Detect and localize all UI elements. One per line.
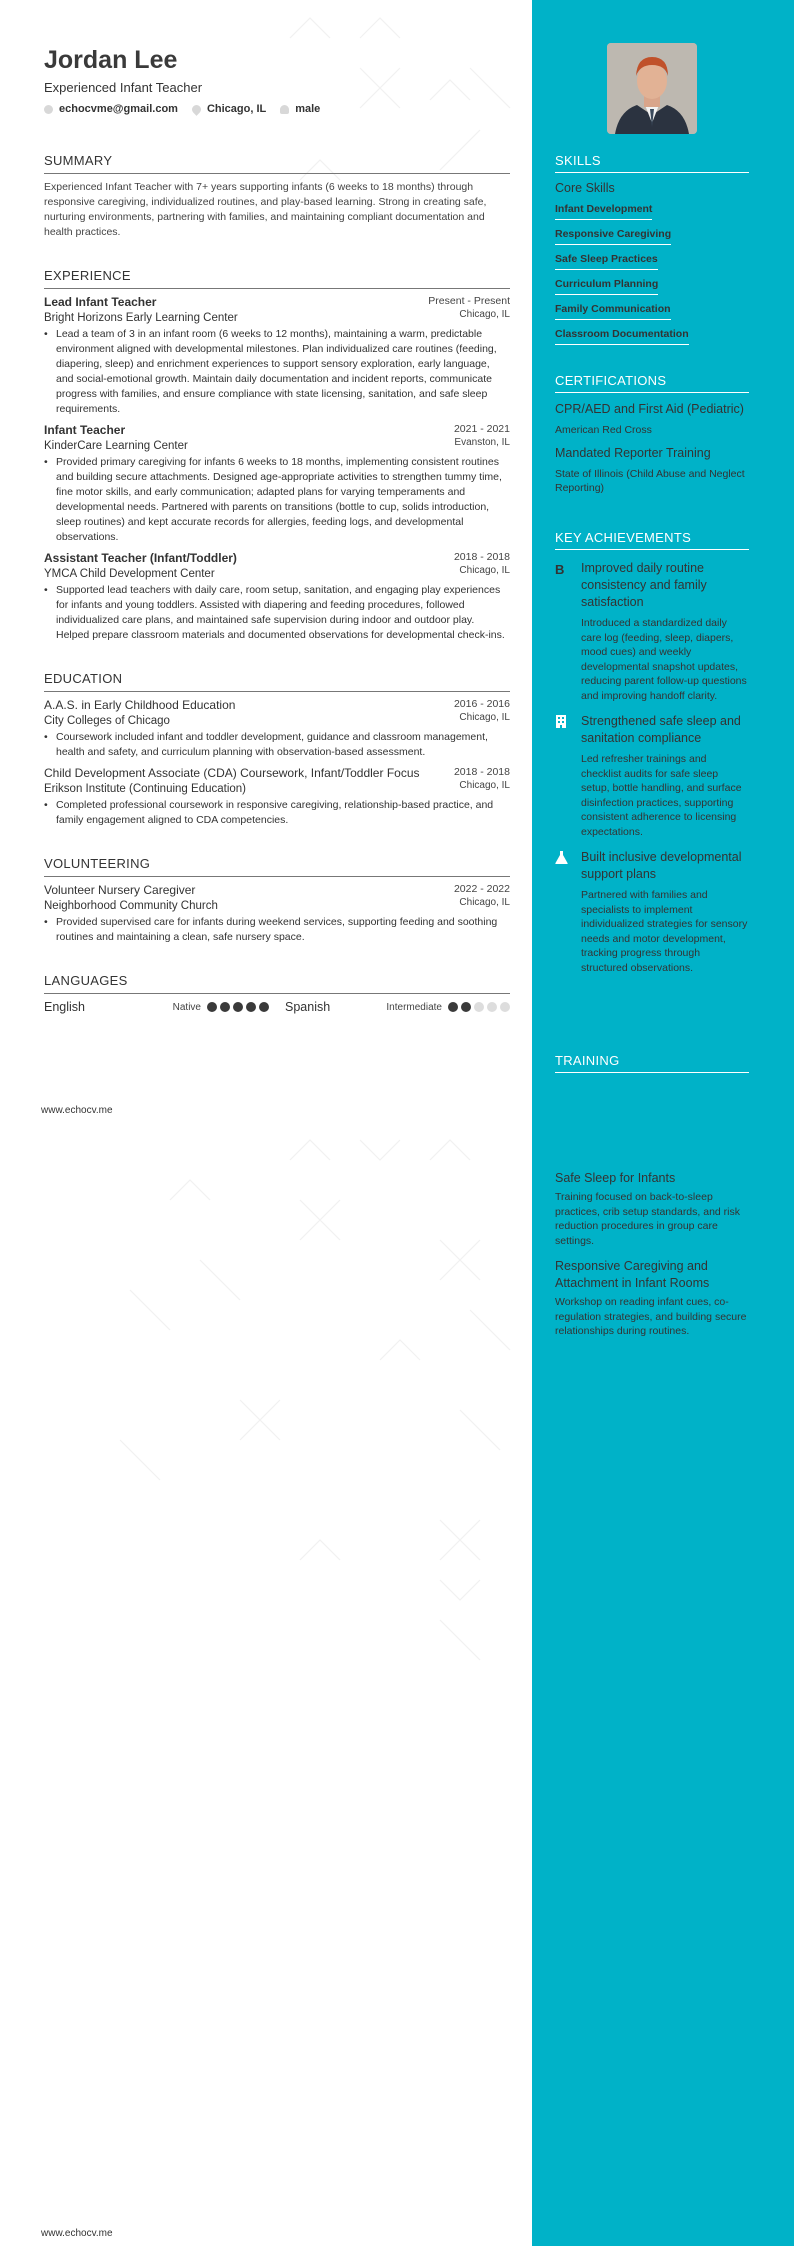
proficiency-dot [259, 1002, 269, 1012]
skills-section [555, 153, 749, 345]
section-title: VOLUNTEERING [44, 856, 510, 877]
entry-title: Infant Teacher [44, 423, 126, 437]
proficiency-dot [207, 1002, 217, 1012]
bullet-dot: • [44, 916, 48, 928]
contact-location [192, 103, 266, 115]
bullet-item [44, 327, 510, 417]
entry-title-row [44, 883, 510, 897]
footer-link[interactable]: www.echocv.me [41, 1105, 113, 1116]
entry-organization: YMCA Child Development Center [44, 568, 215, 580]
language-list [44, 1000, 510, 1014]
entry-org-row [44, 437, 510, 452]
entry-date: 2018 - 2018 [453, 551, 510, 563]
bullet-text: Completed professional coursework in responsive caregiving, relationship-based practice, and family engagement aligned to CDA competencies. [56, 799, 494, 826]
proficiency-dot [246, 1002, 256, 1012]
language-name: Spanish [285, 1000, 331, 1014]
entry-date: 2021 - 2021 [453, 423, 510, 435]
achievement-description: Led refresher trainings and checklist audits for safe sleep setup, bottle handling, and surface disinfection practices, supporting consistent adherence to licensing expectations. [581, 753, 742, 838]
section-title: SUMMARY [44, 153, 510, 174]
skill-row [555, 270, 749, 295]
certifications-section [555, 373, 749, 495]
entry-bullets [44, 455, 510, 545]
entry-title-row [44, 423, 510, 437]
skill-row [555, 195, 749, 220]
location-pin-icon [190, 103, 203, 116]
entry-organization: Bright Horizons Early Learning Center [44, 312, 238, 324]
profile-photo [607, 43, 697, 134]
education-entry [44, 766, 510, 828]
bullet-text: Supported lead teachers with daily care, room setup, sanitation, and engaging play experiences for infants and young toddlers. Assisted with diapering and feeding procedures, followed individualized care plans, and maintained safe supervision during indoor and outdoor play. Helped prepare classroom materials and documented observations for developmental check-ins. [56, 584, 505, 641]
section-title: EDUCATION [44, 671, 510, 692]
achievement-title: Strengthened safe sleep and sanitation compliance [581, 714, 741, 745]
entry-date: 2016 - 2016 [453, 698, 510, 710]
letter-b-icon: B [555, 562, 565, 577]
proficiency-dot [448, 1002, 458, 1012]
experience-entry [44, 295, 510, 417]
volunteering-entry [44, 883, 510, 945]
contact-gender [280, 103, 320, 115]
bullet-item [44, 915, 510, 945]
skill-item: Classroom Documentation [555, 322, 689, 345]
bullet-item [44, 583, 510, 643]
achievement-item [555, 849, 749, 975]
proficiency-dots [207, 1002, 269, 1012]
language-level: Native [172, 1001, 201, 1013]
entry-title: Volunteer Nursery Caregiver [44, 883, 196, 897]
education-entry [44, 698, 510, 760]
skill-item: Responsive Caregiving [555, 222, 671, 245]
entry-bullets [44, 798, 510, 828]
footer-link-bottom[interactable]: www.echocv.me [41, 2228, 113, 2239]
language-level-group [386, 1002, 510, 1013]
entry-org-row [44, 712, 510, 727]
entry-title-row [44, 766, 510, 780]
bullet-text: Coursework included infant and toddler development, guidance and classroom management, health and safety, and curriculum planning with observation-based assessment. [56, 731, 488, 758]
location-text: Chicago, IL [206, 103, 267, 115]
language-item [285, 1000, 510, 1014]
certification-title: CPR/AED and First Aid (Pediatric) [555, 402, 744, 416]
bullet-item [44, 798, 510, 828]
training-description: Workshop on reading infant cues, co-regulation strategies, and building secure relationships during routines. [555, 1296, 747, 1337]
training-title: Responsive Caregiving and Attachment in Infant Rooms [555, 1259, 710, 1290]
candidate-name: Jordan Lee [44, 46, 178, 74]
entry-location: Evanston, IL [454, 437, 510, 448]
entry-date: 2018 - 2018 [453, 766, 510, 778]
bullet-text: Provided primary caregiving for infants 6 weeks to 18 months, implementing consistent routines and building secure attachments. Designed age-appropriate activities to strengthen tummy time, fine motor skills, and early communication; adapted plans for varying temperaments and developmental needs. Partnered with parents on transitions (bottle to cup, solids introduction, sleep routines) and kept accurate records for allergies, feeding logs, and developmental observations. [56, 456, 502, 543]
skill-item: Family Communication [555, 297, 671, 320]
entry-org-row [44, 565, 510, 580]
main-content [44, 46, 510, 1014]
bullet-text: Provided supervised care for infants during weekend services, supporting feeding and soothing routines and maintaining a clean, safe nursery space. [56, 916, 498, 943]
skill-row [555, 320, 749, 345]
bullet-item [44, 730, 510, 760]
achievement-description: Introduced a standardized daily care log (feeding, sleep, diapers, mood cues) and weekly developmental snapshot updates, reducing parent follow-up questions and improving handoff clarity. [581, 617, 747, 702]
proficiency-dots [448, 1002, 510, 1012]
bullet-dot: • [44, 328, 48, 340]
summary-section [44, 153, 510, 240]
training-title: Safe Sleep for Infants [555, 1171, 676, 1185]
section-title: KEY ACHIEVEMENTS [555, 530, 749, 550]
experience-entry [44, 423, 510, 545]
entry-title-row [44, 698, 510, 712]
entry-organization: Erikson Institute (Continuing Education) [44, 783, 246, 795]
entry-date: 2022 - 2022 [453, 883, 510, 895]
language-item [44, 1000, 269, 1014]
entry-organization: KinderCare Learning Center [44, 440, 188, 452]
achievement-body [581, 560, 749, 703]
flask-icon [555, 849, 581, 975]
entry-title: Child Development Associate (CDA) Coursework, Infant/Toddler Focus [44, 766, 420, 780]
proficiency-dot [233, 1002, 243, 1012]
summary-text: Experienced Infant Teacher with 7+ years supporting infants (6 weeks to 18 months) through responsive caregiving, individualized routines, and play-based learning. Strong in creating safe, nurturing environments, partnering with families, and maintaining compliant documentation and health practices. [44, 181, 487, 238]
building-icon [555, 713, 581, 839]
skill-item: Infant Development [555, 197, 652, 220]
proficiency-dot [500, 1002, 510, 1012]
languages-section [44, 973, 510, 1014]
section-title: SKILLS [555, 153, 749, 173]
entry-title: Lead Infant Teacher [44, 295, 157, 309]
skill-item: Curriculum Planning [555, 272, 658, 295]
entry-title-row [44, 551, 510, 565]
achievement-description: Partnered with families and specialists to implement individualized strategies for sensory needs and motor development, tracking progress through structured observations. [581, 889, 748, 974]
entry-location: Chicago, IL [459, 565, 510, 576]
candidate-role: Experienced Infant Teacher [44, 80, 203, 95]
entry-title: Assistant Teacher (Infant/Toddler) [44, 551, 237, 565]
training-list [555, 1160, 749, 1339]
entry-org-row [44, 780, 510, 795]
achievement-body [581, 849, 749, 975]
section-title: TRAINING [555, 1053, 749, 1073]
bullet-item [44, 455, 510, 545]
entry-location: Chicago, IL [459, 712, 510, 723]
skills-heading: Core Skills [555, 181, 615, 195]
section-title: LANGUAGES [44, 973, 510, 994]
entry-org-row [44, 309, 510, 324]
entry-bullets [44, 583, 510, 643]
entry-title: A.A.S. in Early Childhood Education [44, 698, 236, 712]
gender-text: male [295, 103, 321, 115]
entry-title-row [44, 295, 510, 309]
education-section [44, 671, 510, 828]
training-section [555, 1053, 749, 1073]
entry-location: Chicago, IL [459, 309, 510, 320]
achievement-body [581, 713, 749, 839]
user-icon [280, 105, 289, 114]
entry-location: Chicago, IL [459, 780, 510, 791]
proficiency-dot [487, 1002, 497, 1012]
section-title: EXPERIENCE [44, 268, 510, 289]
entry-organization: City Colleges of Chicago [44, 715, 170, 727]
language-level-group [173, 1002, 269, 1013]
email-icon [44, 105, 53, 114]
skill-item: Safe Sleep Practices [555, 247, 658, 270]
bullet-dot: • [44, 456, 48, 468]
proficiency-dot [220, 1002, 230, 1012]
achievements-section [555, 530, 749, 975]
bullet-dot: • [44, 584, 48, 596]
language-name: English [44, 1000, 85, 1014]
training-description: Training focused on back-to-sleep practices, crib setup standards, and risk reduction procedures in group care settings. [555, 1191, 741, 1247]
experience-entry [44, 551, 510, 643]
achievement-title: Built inclusive developmental support plans [581, 850, 742, 881]
volunteering-section [44, 856, 510, 945]
experience-section [44, 268, 510, 643]
skill-row [555, 245, 749, 270]
proficiency-dot [474, 1002, 484, 1012]
achievement-title: Improved daily routine consistency and family satisfaction [581, 561, 707, 609]
skill-row [555, 220, 749, 245]
entry-organization: Neighborhood Community Church [44, 900, 218, 912]
contact-row [44, 103, 510, 115]
contact-email[interactable] [44, 103, 178, 115]
language-level: Intermediate [386, 1001, 442, 1013]
proficiency-dot [461, 1002, 471, 1012]
bullet-dot: • [44, 799, 48, 811]
section-title: CERTIFICATIONS [555, 373, 749, 393]
certification-issuer: State of Illinois (Child Abuse and Neglect Reporting) [555, 468, 745, 494]
email-text: echocvme@gmail.com [59, 103, 178, 115]
entry-bullets [44, 915, 510, 945]
certification-issuer: American Red Cross [555, 424, 652, 436]
skill-row [555, 295, 749, 320]
certification-title: Mandated Reporter Training [555, 446, 711, 460]
entry-org-row [44, 897, 510, 912]
achievement-item [555, 713, 749, 839]
entry-location: Chicago, IL [459, 897, 510, 908]
bullet-dot: • [44, 731, 48, 743]
entry-date: Present - Present [428, 295, 510, 307]
entry-bullets [44, 730, 510, 760]
achievement-item [555, 560, 749, 703]
entry-bullets [44, 327, 510, 417]
bullet-text: Lead a team of 3 in an infant room (6 weeks to 12 months), maintaining a warm, predictable environment aligned with developmental milestones. Plan individualized care routines (feeding, diapering, sleep) and enrichment experiences to support sensory exploration, early language, and social-emotional growth. Maintain daily documentation and incident reports, communicate progress with families, and ensure compliance with state licensing, sanitation, and safe sleep requirements. [56, 328, 497, 415]
